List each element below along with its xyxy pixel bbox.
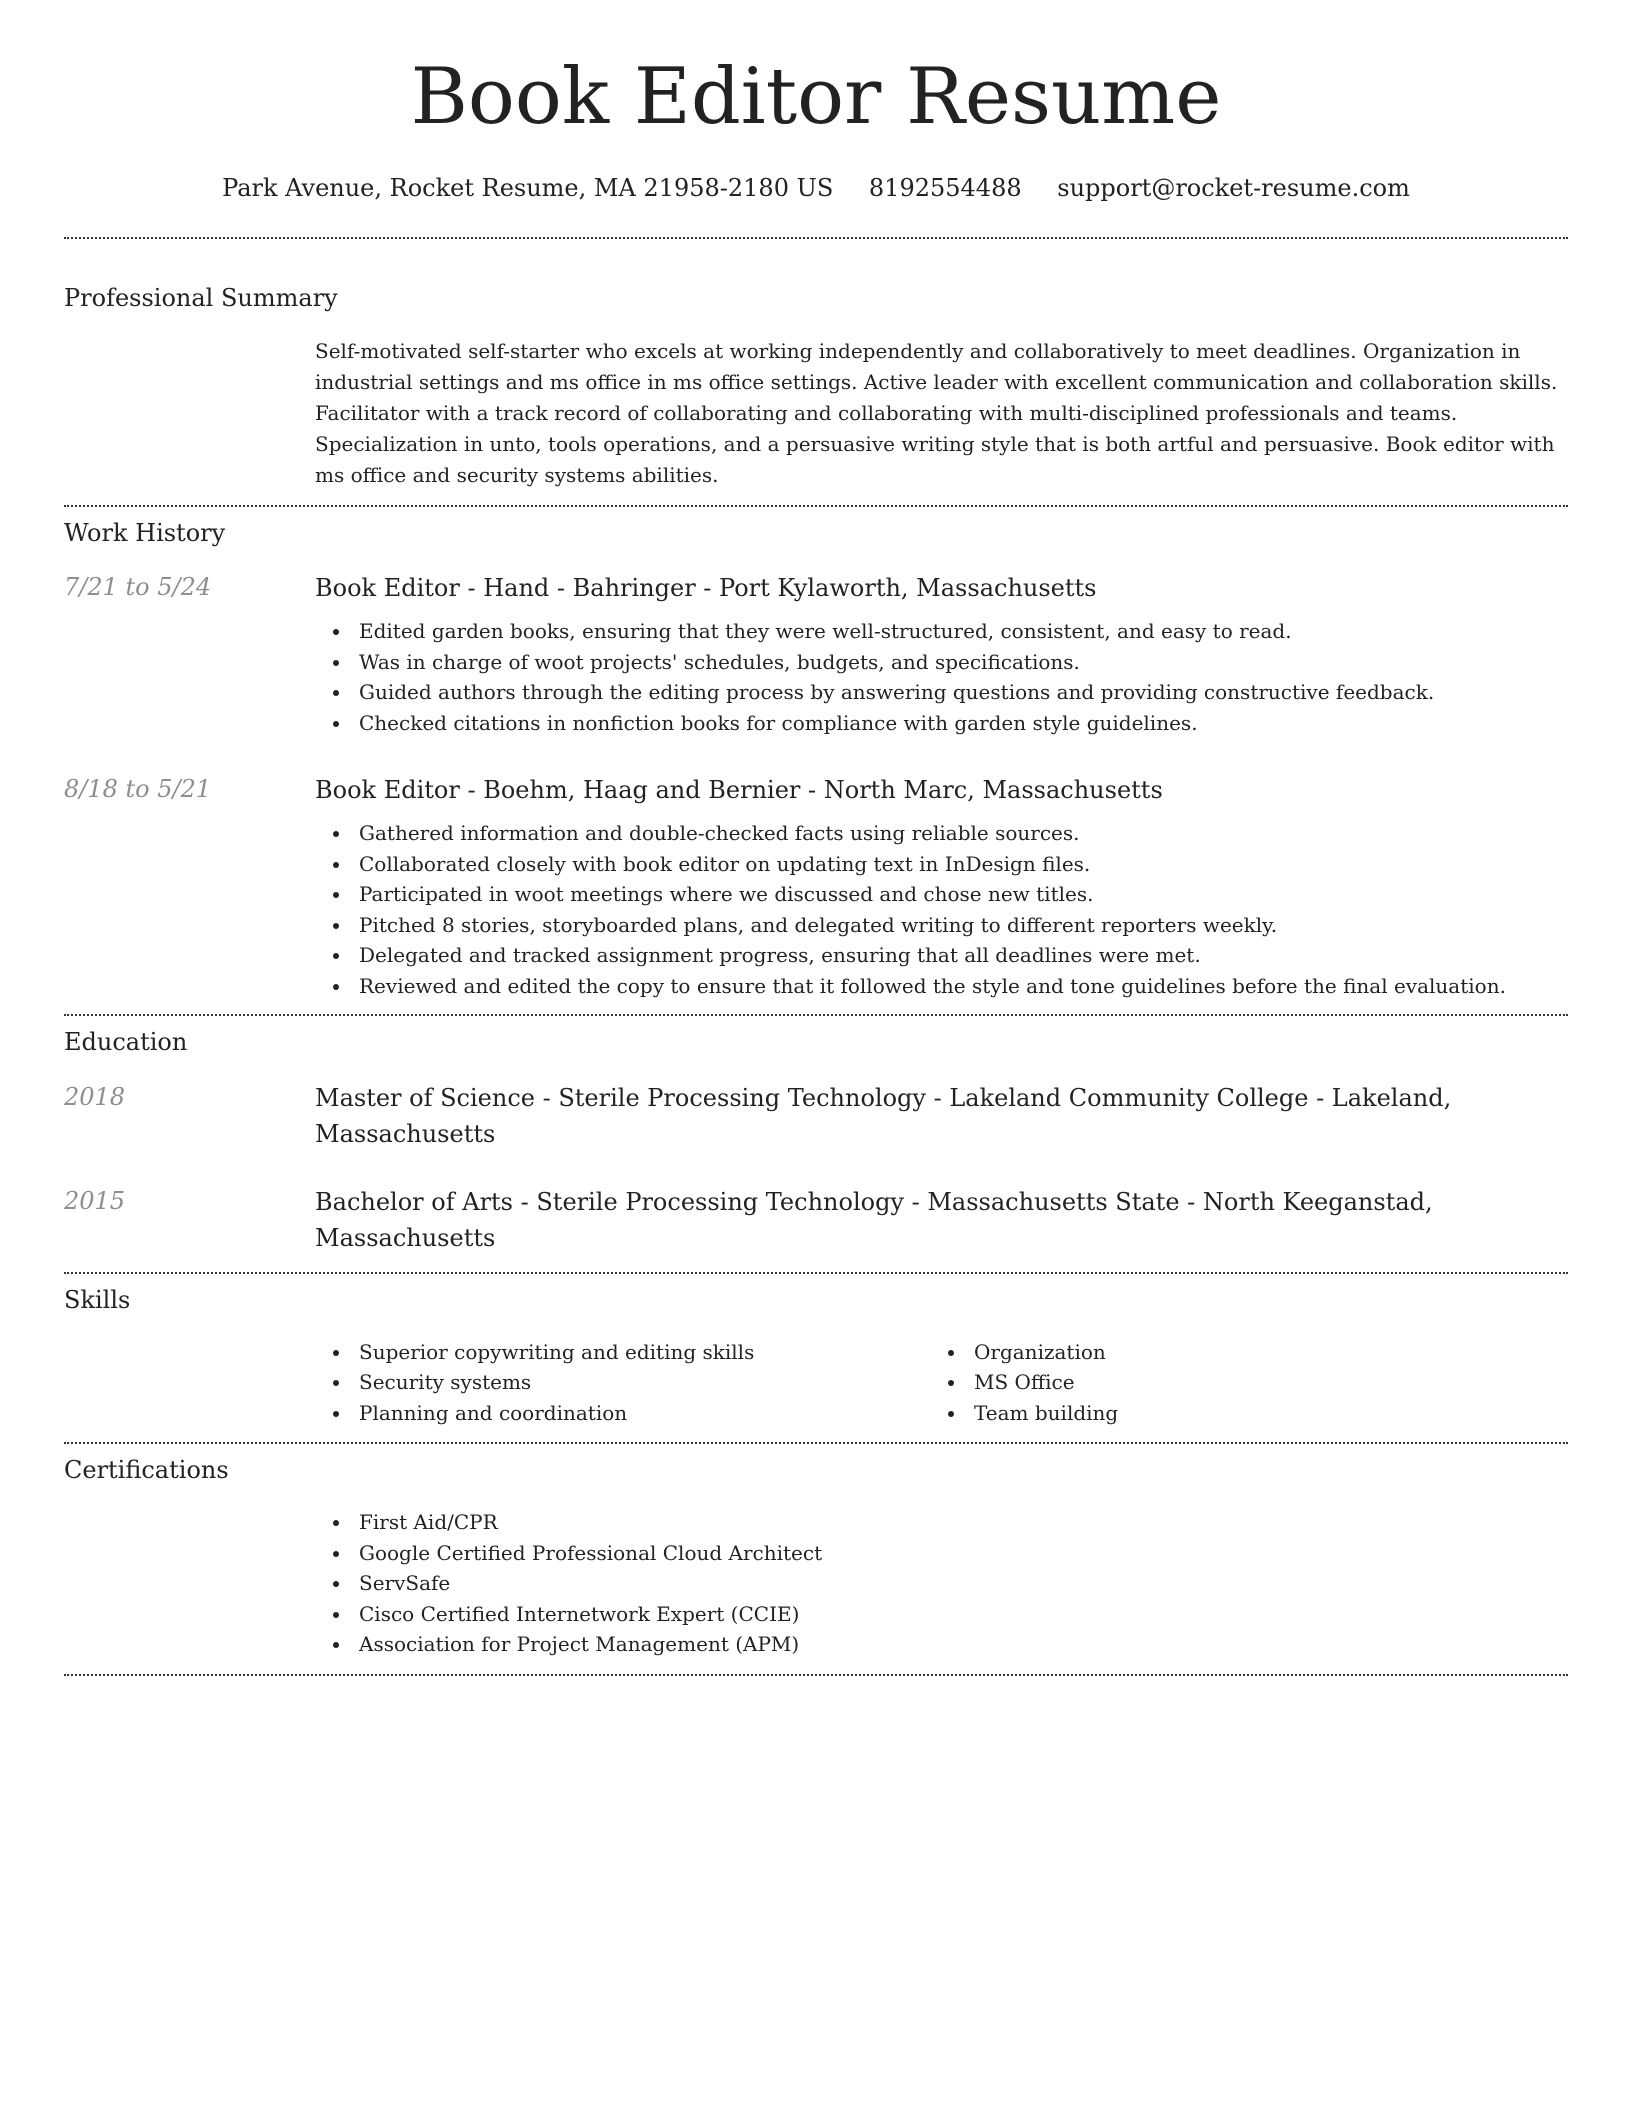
divider bbox=[64, 505, 1568, 507]
skill-item: Planning and coordination bbox=[315, 1398, 930, 1429]
skills-column bbox=[315, 1337, 930, 1429]
list-item: Collaborated closely with book editor on updating text in InDesign files. bbox=[315, 849, 1568, 880]
skill-item: Superior copywriting and editing skills bbox=[315, 1337, 930, 1368]
certification-item: ServSafe bbox=[315, 1568, 822, 1599]
divider bbox=[64, 1272, 1568, 1274]
education-degree: Master of Science - Sterile Processing Technology - Lakeland Community College - Lakeland, bbox=[315, 1084, 1452, 1113]
job-bullets bbox=[315, 818, 1568, 1001]
certification-item: Cisco Certified Internetwork Expert (CCIE) bbox=[315, 1599, 822, 1630]
education-degree: Bachelor of Arts - Sterile Processing Technology - Massachusetts State - North Keeganstad, bbox=[315, 1188, 1433, 1217]
contact-address: Park Avenue, Rocket Resume, MA 21958-2180 US bbox=[222, 174, 834, 202]
certifications-list bbox=[315, 1507, 822, 1660]
list-item: Delegated and tracked assignment progress, ensuring that all deadlines were met. bbox=[315, 940, 1568, 971]
summary-section bbox=[64, 284, 1568, 491]
skill-item: Team building bbox=[930, 1398, 1118, 1429]
education-entry bbox=[64, 1080, 1568, 1152]
list-item: Pitched 8 stories, storyboarded plans, and delegated writing to different reporters weekly. bbox=[315, 910, 1568, 941]
divider bbox=[64, 1442, 1568, 1444]
education-section bbox=[64, 1028, 1568, 1256]
education-year: 2018 bbox=[64, 1083, 126, 1112]
job-bullets bbox=[315, 616, 1568, 738]
list-item: Checked citations in nonfiction books for compliance with garden style guidelines. bbox=[315, 708, 1568, 739]
divider bbox=[64, 1014, 1568, 1016]
education-heading: Education bbox=[64, 1028, 188, 1057]
summary-heading: Professional Summary bbox=[64, 283, 338, 312]
list-item: Participated in woot meetings where we discussed and chose new titles. bbox=[315, 879, 1568, 910]
certifications-section bbox=[64, 1456, 1568, 1659]
work-history-heading: Work History bbox=[64, 518, 226, 547]
skills-section bbox=[64, 1286, 1568, 1428]
education-location: Massachusetts bbox=[315, 1120, 496, 1149]
skills-column bbox=[930, 1337, 1118, 1429]
list-item: Was in charge of woot projects' schedules, budgets, and specifications. bbox=[315, 647, 1568, 678]
certifications-heading: Certifications bbox=[64, 1456, 229, 1485]
work-history-section bbox=[64, 519, 1568, 1002]
job-title: Book Editor - Boehm, Haag and Bernier - North Marc, Massachusetts bbox=[315, 776, 1163, 805]
skill-item: Security systems bbox=[315, 1367, 930, 1398]
job-title: Book Editor - Hand - Bahringer - Port Kylaworth, Massachusetts bbox=[315, 574, 1097, 603]
skill-item: MS Office bbox=[930, 1367, 1118, 1398]
list-item: Reviewed and edited the copy to ensure that it followed the style and tone guidelines before the final evaluation. bbox=[315, 971, 1568, 1002]
job-dates: 7/21 to 5/24 bbox=[64, 573, 212, 602]
list-item: Edited garden books, ensuring that they were well-structured, consistent, and easy to read. bbox=[315, 616, 1568, 647]
job-entry bbox=[64, 570, 1568, 738]
contact-email: support@rocket-resume.com bbox=[1057, 174, 1410, 202]
list-item: Guided authors through the editing process by answering questions and providing constructive feedback. bbox=[315, 677, 1568, 708]
education-location: Massachusetts bbox=[315, 1224, 496, 1253]
skills-grid bbox=[315, 1337, 1568, 1429]
certification-item: First Aid/CPR bbox=[315, 1507, 822, 1538]
contact-line bbox=[64, 174, 1568, 203]
job-dates: 8/18 to 5/21 bbox=[64, 775, 212, 804]
skills-heading: Skills bbox=[64, 1286, 131, 1315]
divider bbox=[64, 1674, 1568, 1676]
education-year: 2015 bbox=[64, 1187, 126, 1216]
list-item: Gathered information and double-checked facts using reliable sources. bbox=[315, 818, 1568, 849]
summary-text: Self-motivated self-starter who excels at working independently and collaboratively to meet deadlines. Organization in industrial settings and ms office in ms office settings. Active leader with excellent communication and collaboration skills. Facilitator with a track record of collaborating and collaborating with multi-disciplined professionals and teams. Specialization in unto, tools operations, and a persuasive writing style that is both artful and persuasive. Book editor with ms office and security systems abilities. bbox=[315, 338, 1558, 487]
skill-item: Organization bbox=[930, 1337, 1118, 1368]
contact-phone: 8192554488 bbox=[868, 174, 1022, 202]
resume-title: Book Editor Resume bbox=[410, 52, 1222, 142]
divider bbox=[64, 237, 1568, 239]
education-entry bbox=[64, 1184, 1568, 1256]
certification-item: Google Certified Professional Cloud Architect bbox=[315, 1538, 822, 1569]
job-entry bbox=[64, 772, 1568, 1001]
certification-item: Association for Project Management (APM) bbox=[315, 1629, 822, 1660]
